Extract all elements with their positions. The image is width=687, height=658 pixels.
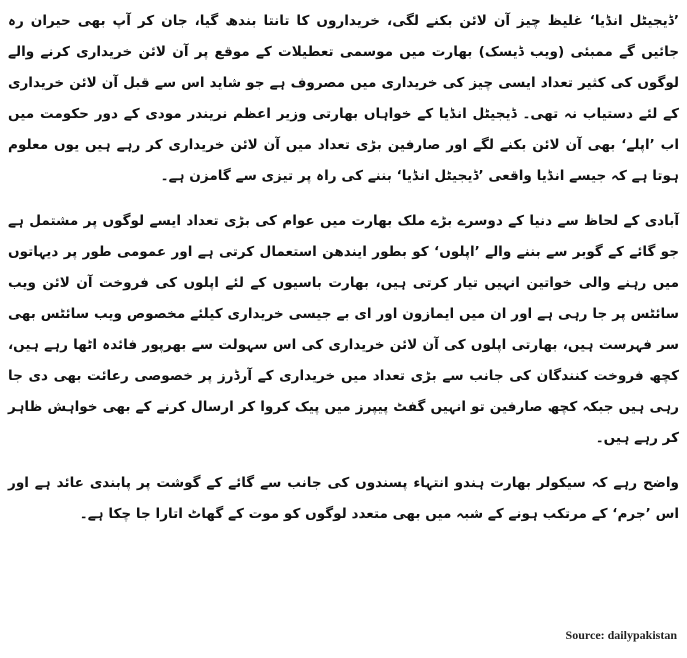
article-paragraph-3: واضح رہے کہ سیکولر بھارت ہندو انتہاء پسندوں کی جانب سے گائے کے گوشت پر پابندی عائد ہے اور اس ’جرم‘ کے مرتکب ہونے کے شبہ میں بھی متعدد لوگوں کو موت کے گھاٹ اتارا جا چکا ہے۔ [8, 475, 679, 522]
source-credit: Source: dailypakistan [565, 628, 677, 642]
article-paragraph-2: آبادی کے لحاظ سے دنیا کے دوسرے بڑے ملک بھارت میں عوام کی بڑی تعداد ایسے لوگوں پر مشتمل ہے جو گائے کے گوبر سے بننے والے ’اپلوں‘ کو بطور ایندھن استعمال کرتی ہے اور عمومی طور پر دیہاتوں میں رہنے والی خواتین انہیں تیار کرتی ہیں، بھارت باسیوں کے لئے اپلوں کی فروخت آن لائن ویب سائٹس پر جا رہی ہے اور ان میں ایمازون اور ای بے جیسی خریداری کیلئے مخصوص ویب سائٹس بھی سر فہرست ہیں، بھارتی اپلوں کی آن لائن خریداری کی اس سہولت سے بھرپور فائدہ اٹھا رہے ہیں، کچھ فروخت کنندگان کی جانب سے بڑی تعداد میں خریداری کے آرڈرز پر خصوصی رعائت بھی دی جا رہی ہیں جبکہ کچھ صارفین تو انہیں گفٹ پیپرز میں پیک کروا کر ارسال کرنے کے بھی خواہش ظاہر کر رہے ہیں۔ [8, 213, 679, 446]
article-paragraph-1: ’ڈیجیٹل انڈیا‘ غلیظ چیز آن لائن بکنے لگی، خریداروں کا تانتا بندھ گیا، جان کر آپ بھی حیران رہ جائیں گے ممبئی (ویب ڈیسک) بھارت میں موسمی تعطیلات کے موقع پر آن لائن خریداری کرنے والے لوگوں کی کثیر تعداد ایسی چیز کی خریداری میں مصروف ہے جو شاید اس سے قبل آن لائن خریداری کے لئے دستیاب نہ تھی۔ ڈیجیٹل انڈیا کے خواہاں بھارتی وزیر اعظم نریندر مودی کے دور حکومت میں اب ’اپلے‘ بھی آن لائن بکنے لگے اور صارفین بڑی تعداد میں آن لائن خریداری کر رہے ہیں یوں معلوم ہوتا ہے کہ جیسے انڈیا واقعی ’ڈیجیٹل انڈیا‘ بننے کی راہ پر تیزی سے گامزن ہے۔ [8, 13, 679, 184]
article-body [8, 6, 679, 530]
